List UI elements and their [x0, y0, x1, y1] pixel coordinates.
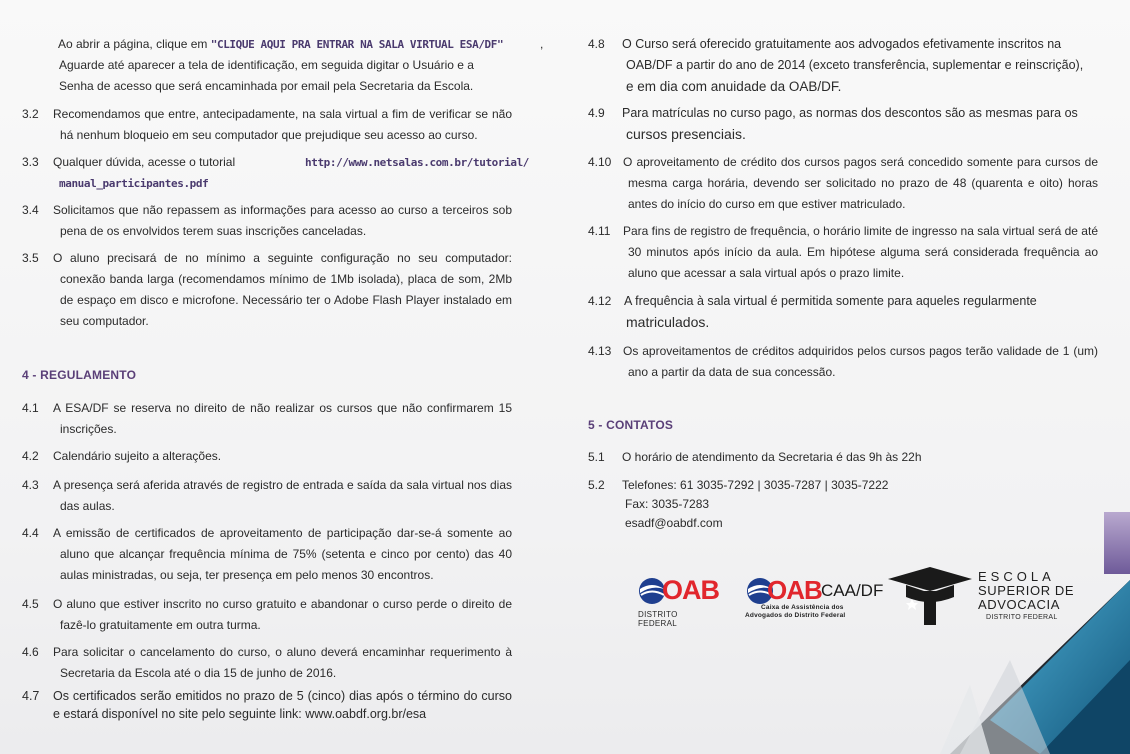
item-4-12: 4.12 A frequência à sala virtual é permitida somente para aqueles regularmente matriculados.	[588, 294, 1037, 330]
item-4-4: 4.4 A emissão de certificados de aproveitamento de participação dar-se-á somente ao aluno que alcançar frequência mínima de 75% (setenta e cinco por cento) das 40 aulas ministradas, ou seja, ter presença em pelo menos 30 encontros.	[22, 526, 512, 582]
item-3-2: 3.2 Recomendamos que entre, antecipadamente, na sala virtual a fim de verificar se não há nenhum bloqueio em seu computador que prejudique seu acesso ao curso.	[22, 107, 512, 142]
caa-logo: OAB CAA/DF Caixa de Assistência dos Advogados do Distrito Federal	[745, 575, 884, 619]
section-5-heading: 5 - CONTATOS	[588, 418, 674, 432]
phone-numbers: Telefones: 61 3035-7292 | 3035-7287 | 3035-7222	[622, 478, 889, 492]
section-4-heading: 4 - REGULAMENTO	[22, 368, 137, 382]
enter-virtual-room-link[interactable]: "CLIQUE AQUI PRA ENTRAR NA SALA VIRTUAL ESA/DF"	[210, 38, 504, 51]
item-3-4: 3.4 Solicitamos que não repassem as informações para acesso ao curso a terceiros sob pena de os envolvidos terem suas inscrições canceladas.	[22, 203, 512, 238]
item-4-10: 4.10 O aproveitamento de crédito dos cursos pagos será concedido somente para cursos de mesma carga horária, devendo ser solicitado no prazo de 48 (quarenta e oito) horas antes do início do curso em que estiver matriculado.	[588, 155, 1098, 211]
fax-number: Fax: 3035-7283	[625, 497, 710, 511]
item-5-1: 5.1 O horário de atendimento da Secretaria é das 9h às 22h	[588, 450, 922, 464]
item-4-7: 4.7 Os certificados serão emitidos no prazo de 5 (cinco) dias após o término do curso e estará disponível no site pelo seguinte link: www.oabdf.org.br/esa	[22, 689, 512, 721]
corner-decoration	[930, 510, 1130, 754]
item-3-5: 3.5 O aluno precisará de no mínimo a seguinte configuração no seu computador: conexão banda larga (recomendamos mínimo de 1Mb isolada), placa de som, 2Mb de espaço em disco e microfone. Necessário ter o Adobe Flash Player instalado em seu computador.	[22, 251, 512, 328]
item-4-3: 4.3 A presença será aferida através de registro de entrada e saída da sala virtual nos dias das aulas.	[22, 478, 512, 513]
intro-line-3: Senha de acesso que será encaminhada por email pela Secretaria da Escola.	[59, 79, 474, 93]
item-4-5: 4.5 O aluno que estiver inscrito no curso gratuito e abandonar o curso perde o direito de fazê-lo gratuitamente em outra turma.	[22, 597, 512, 632]
oab-logo: OAB DISTRITO FEDERAL	[638, 575, 719, 628]
item-4-1: 4.1 A ESA/DF se reserva no direito de não realizar os cursos que não confirmarem 15 inscrições.	[22, 401, 512, 436]
graduation-cap-icon	[888, 567, 972, 629]
item-4-13: 4.13 Os aproveitamentos de créditos adquiridos pelos cursos pagos terão validade de 1 (um) ano a partir da data de sua concessão.	[588, 344, 1098, 379]
intro-line-2: Aguarde até aparecer a tela de identificação, em seguida digitar o Usuário e a	[59, 58, 474, 72]
item-4-11: 4.11 Para fins de registro de frequência, o horário limite de ingresso na sala virtual será de até 30 minutos após início da aula. Em hipótese alguma será considerada frequência ao aluno que acessar a sala virtual após o prazo limite.	[588, 224, 1098, 280]
tutorial-link-continued[interactable]: manual_participantes.pdf	[59, 177, 209, 190]
item-4-8: 4.8 O Curso será oferecido gratuitamente aos advogados efetivamente inscritos na OAB/DF a partir do ano de 2014 (exceto transferência, suplementar e reinscrição), e em dia com anuidade da OAB/DF.	[588, 37, 1084, 94]
item-4-2: 4.2 Calendário sujeito a alterações.	[22, 449, 222, 463]
item-4-6: 4.6 Para solicitar o cancelamento do curso, o aluno deverá encaminhar requerimento à Secretaria da Escola até o dia 15 de junho de 2016.	[22, 645, 512, 680]
intro-block: Ao abrir a página, clique em "CLIQUE AQUI PRA ENTRAR NA SALA VIRTUAL ESA/DF" , Aguarde até aparecer a tela de identificação, em seguida digitar o Usuário e a Senha de acesso que será encaminhada por email pela Secretaria da Escola.	[22, 34, 512, 97]
intro-text: Ao abrir a página, clique em	[58, 37, 211, 51]
item-5-2: 5.2 Telefones: 61 3035-7292 | 3035-7287 | 3035-7222 Fax: 3035-7283 esadf@oabdf.com	[588, 476, 1098, 533]
tutorial-link[interactable]: http://www.netsalas.com.br/tutorial/	[305, 156, 530, 169]
esa-logo: ESCOLA SUPERIOR DE ADVOCACIA DISTRITO FEDERAL	[888, 566, 1078, 630]
item-3-3: 3.3 Qualquer dúvida, acesse o tutorial http://www.netsalas.com.br/tutorial/ manual_participantes.pdf	[22, 152, 512, 194]
contact-email[interactable]: esadf@oabdf.com	[625, 516, 723, 530]
item-4-9: 4.9 Para matrículas no curso pago, as normas dos descontos são as mesmas para os cursos presenciais.	[588, 106, 1078, 142]
